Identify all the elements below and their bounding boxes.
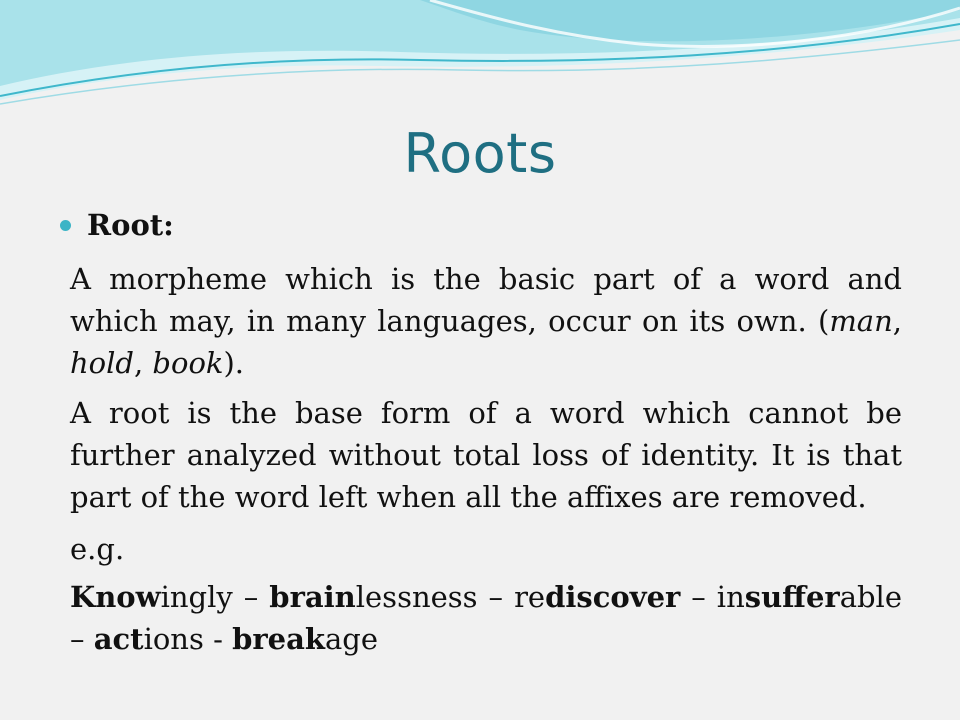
header-wave-decoration bbox=[0, 0, 960, 120]
prefix: re bbox=[514, 580, 546, 614]
eg-label: e.g. bbox=[70, 532, 125, 566]
examples-line bbox=[70, 576, 902, 660]
separator: , bbox=[892, 304, 902, 338]
dash: – bbox=[477, 580, 515, 614]
example-man: man bbox=[829, 304, 893, 338]
prefix: in bbox=[716, 580, 745, 614]
definition-text: A morpheme which is the basic part of a word and which may, in many languages, occur on its own. ( bbox=[70, 262, 902, 338]
suffix: ingly bbox=[160, 580, 233, 614]
root-discover: discover bbox=[545, 580, 681, 614]
dash: - bbox=[203, 622, 233, 656]
definition-paragraph bbox=[70, 258, 902, 384]
closing-paren: ). bbox=[223, 346, 245, 380]
root-brain: brain bbox=[269, 580, 356, 614]
suffix: ions bbox=[143, 622, 204, 656]
root-break: break bbox=[232, 622, 325, 656]
explanation-paragraph: A root is the base form of a word which cannot be further analyzed without total loss of identity. It is that part of the word left when all the affixes are removed. bbox=[70, 396, 902, 514]
suffix: able bbox=[839, 580, 902, 614]
slide-title: Roots bbox=[403, 122, 557, 185]
example-hold: hold bbox=[70, 346, 134, 380]
bullet-icon bbox=[60, 220, 71, 231]
separator: , bbox=[133, 346, 153, 380]
root-know: Know bbox=[70, 580, 161, 614]
bullet-label: Root: bbox=[87, 208, 174, 242]
suffix: age bbox=[325, 622, 379, 656]
suffix: lessness bbox=[355, 580, 478, 614]
dash: – bbox=[232, 580, 270, 614]
dash: – bbox=[70, 622, 94, 656]
root-act: act bbox=[93, 622, 144, 656]
dash: – bbox=[680, 580, 717, 614]
bullet-heading bbox=[60, 208, 174, 242]
example-book: book bbox=[152, 346, 224, 380]
root-suffer: suffer bbox=[744, 580, 840, 614]
